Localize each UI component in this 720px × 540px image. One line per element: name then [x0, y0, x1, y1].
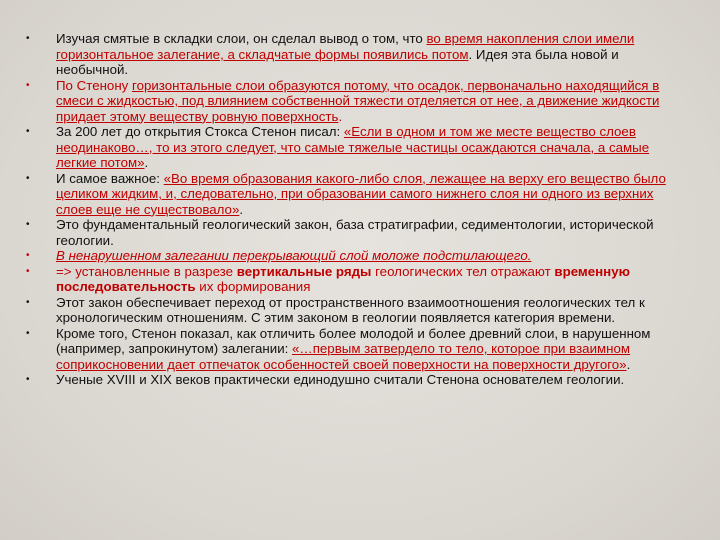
- item-1-text-b: . Идея эта была новой и необычной.: [56, 46, 619, 77]
- bullet-dot-icon: •: [26, 250, 30, 261]
- bullet-dot-icon: •: [26, 219, 30, 230]
- item-3-quote: «Если в одном и том же месте вещество слоев неодинаково…, то из этого следует, что самые тяжелые частицы осаждаются сначала, а самые легкие потом»: [56, 124, 650, 170]
- item-2-text-a: По Стенону: [56, 77, 133, 93]
- bullet-dot-icon: •: [26, 296, 30, 308]
- item-6-law-statement: В ненарушенном залегании перекрывающий слой моложе подстилающего.: [56, 248, 532, 263]
- bullet-item-10: [26, 372, 686, 388]
- bullet-item-9: [26, 326, 686, 373]
- item-7-text-c: их формирования: [195, 279, 311, 294]
- item-1-text-a: Изучая смятые в складки слои, он сделал вывод о том, что: [56, 31, 427, 46]
- item-4-quote: «Во время образования какого-либо слоя, лежащее на верху его вещество было целиком жидким, и, следовательно, при образовании самого нижнего слоя ни одного из верхних слоев еще не существовало»: [56, 170, 666, 217]
- bullet-item-5: [26, 217, 686, 248]
- bullet-item-2: [26, 78, 686, 125]
- bullet-item-6: [26, 248, 686, 264]
- bullet-item-3: [26, 124, 686, 171]
- item-4-text-b: .: [239, 201, 244, 217]
- bullet-dot-icon: •: [26, 327, 30, 339]
- item-9-text-b: .: [626, 356, 631, 372]
- item-7-text-a: => установленные в разрезе: [56, 263, 237, 279]
- item-5-text: Это фундаментальный геологический закон, база стратиграфии, седиментологии, исторической геологии.: [56, 217, 654, 248]
- bullet-list: [26, 31, 686, 388]
- bullet-item-7: [26, 264, 686, 295]
- bullet-dot-icon: •: [26, 265, 30, 277]
- bullet-item-8: [26, 295, 686, 326]
- item-9-text-a: Кроме того, Стенон показал, как отличить более молодой и более древний слои, в нарушенном (например, запрокинутом) залегании:: [56, 325, 651, 356]
- bullet-dot-icon: •: [26, 33, 30, 44]
- item-7-text-b: геологических тел отражают: [371, 263, 555, 279]
- item-2-highlight: горизонтальные слои образуются потому, что осадок, первоначально находящийся в смеси с жидкостью, под влиянием собственной тяжести отделяется от нее, а движение жидкости придает этому веществу ровную поверхность: [56, 77, 660, 124]
- bullet-item-1: [26, 31, 686, 78]
- item-4-text-a: И самое важное:: [56, 170, 164, 186]
- bullet-dot-icon: •: [26, 79, 30, 91]
- item-7-bold-a: вертикальные ряды: [236, 263, 372, 279]
- bullet-dot-icon: •: [26, 172, 30, 184]
- bullet-dot-icon: •: [26, 374, 30, 385]
- item-7-bold-b: временную последовательность: [56, 263, 630, 294]
- item-3-text-a: За 200 лет до открытия Стокса Стенон писал:: [56, 124, 344, 139]
- bullet-item-4: [26, 171, 686, 218]
- item-1-highlight: во время накопления слои имели горизонтальное залегание, а складчатые формы появились потом: [56, 31, 635, 62]
- item-9-quote: «…первым затвердело то тело, которое при взаимном соприкосновении дает отпечаток особенностей своей поверхности на поверхности другого»: [56, 341, 631, 372]
- item-3-text-b: .: [144, 155, 149, 170]
- item-8-text: Этот закон обеспечивает переход от пространственного взаимоотношения геологических тел к хронологическим отношениям. С этим законом в геологии появляется категория времени.: [56, 294, 645, 325]
- item-2-text-b: .: [338, 108, 343, 124]
- bullet-dot-icon: •: [26, 126, 30, 137]
- item-10-text: Ученые XVIII и XIX веков практически единодушно считали Стенона основателем геологии.: [56, 372, 625, 387]
